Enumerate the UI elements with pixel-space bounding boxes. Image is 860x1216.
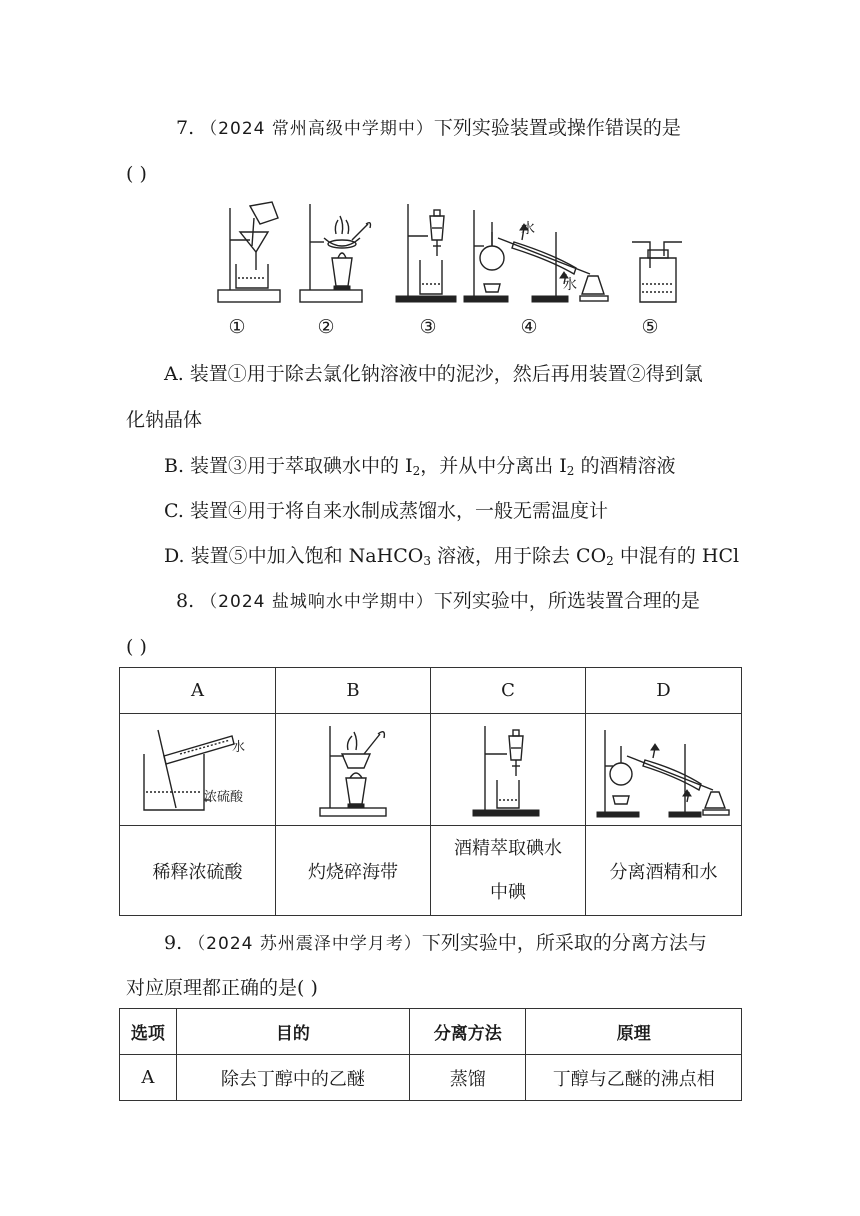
q8-figure-c-separatory-funnel [430, 714, 585, 826]
q8-option-table [119, 667, 742, 916]
q9-header-principle: 原理 [526, 1009, 742, 1055]
q7-option-d: D. 装置⑤中加入饱和 NaHCO$_3$ 溶液，用于除去 $CO_2$ 中混有的 HCl [164, 545, 740, 568]
q7-apparatus-1-filtration [216, 198, 294, 308]
q9-table [119, 1008, 742, 1101]
q7-label-3: ③ [419, 316, 437, 338]
q8-header-c: C [430, 668, 585, 714]
q7-apparatus-2-evaporation [298, 198, 376, 308]
q8-stem-line [176, 587, 700, 616]
q9-row-a-option: A [120, 1055, 177, 1101]
q8-number: 8. [176, 590, 195, 612]
q8-header-b: B [275, 668, 430, 714]
q7-stem: 下列实验装置或操作错误的是 [433, 117, 681, 139]
q7-label-1: ① [228, 316, 246, 338]
q7-number: 7. [176, 117, 195, 139]
q7-option-b: B. 装置③用于萃取碘水中的 $I_2$，并从中分离出 $I_2$ 的酒精溶液 [164, 455, 676, 478]
q8-source: （2024 盐城响水中学期中） [200, 592, 434, 612]
q8-fig-a-water-label: 水 [232, 740, 246, 755]
q8-caption-b: 灼烧碎海带 [275, 826, 430, 916]
q9-number: 9. [164, 932, 183, 954]
q8-header-a: A [120, 668, 276, 714]
q8-caption-a: 稀释浓硫酸 [120, 826, 276, 916]
q9-row-a-principle: 丁醇与乙醚的沸点相 [526, 1055, 742, 1101]
q9-header-option: 选项 [120, 1009, 177, 1055]
q7-label-5: ⑤ [641, 316, 659, 338]
q8-caption-row [120, 826, 742, 916]
q9-stem-1: 下列实验中，所采取的分离方法与 [421, 932, 707, 954]
q9-stem-line1 [164, 929, 707, 958]
q8-answer-paren: ( ) [126, 636, 147, 658]
q8-stem: 下列实验中，所选装置合理的是 [433, 590, 700, 612]
q7-answer-paren: ( ) [126, 163, 147, 185]
q9-row-a-purpose: 除去丁醇中的乙醚 [176, 1055, 409, 1101]
q9-header-row [120, 1009, 742, 1055]
q7-source: （2024 常州高级中学期中） [200, 119, 434, 139]
q7-option-a-line2: 化钠晶体 [126, 409, 203, 431]
q8-figure-b-crucible [275, 714, 430, 826]
q7-label-4: ④ [520, 316, 538, 338]
q8-figure-a-dilution [120, 714, 276, 826]
q7-water-label-in: 水 [563, 277, 577, 293]
q8-figure-row [120, 714, 742, 826]
q7-label-2: ② [317, 316, 335, 338]
q9-row-a-method: 蒸馏 [410, 1055, 526, 1101]
q8-figure-d-distillation [586, 714, 742, 826]
q8-caption-c: 酒精萃取碘水 中碘 [430, 826, 585, 916]
q7-option-c: C. 装置④用于将自来水制成蒸馏水，一般无需温度计 [164, 500, 608, 522]
table-row [120, 1055, 742, 1101]
q9-header-method: 分离方法 [410, 1009, 526, 1055]
q9-source: （2024 苏州震泽中学月考） [188, 934, 422, 954]
q7-apparatus-3-separatory-funnel [394, 198, 464, 308]
q7-water-label-out: 水 [521, 221, 535, 237]
q8-header-d: D [586, 668, 742, 714]
q8-fig-a-acid-label: 浓硫酸 [204, 790, 244, 805]
q8-caption-d: 分离酒精和水 [586, 826, 742, 916]
q7-apparatus-5-gas-washing-bottle [628, 236, 688, 306]
q7-stem-line [176, 114, 681, 143]
q9-header-purpose: 目的 [176, 1009, 409, 1055]
q7-option-a-line1: A. 装置①用于除去氯化钠溶液中的泥沙，然后再用装置②得到氯 [164, 363, 703, 385]
q9-stem-line2: 对应原理都正确的是( ) [126, 977, 318, 999]
q8-header-row [120, 668, 742, 714]
